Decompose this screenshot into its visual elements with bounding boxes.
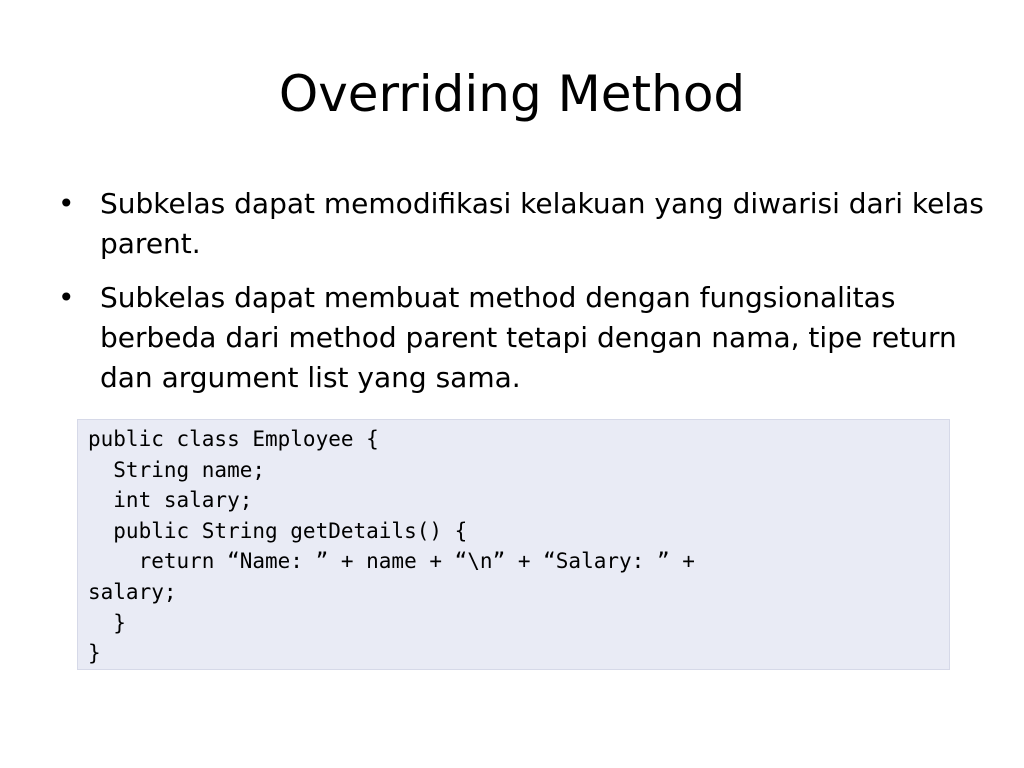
bullet-text: Subkelas dapat memodifikasi kelakuan yang diwarisi dari kelas parent. (100, 187, 984, 260)
bullet-text: Subkelas dapat membuat method dengan fungsionalitas berbeda dari method parent tetapi dengan nama, tipe return dan argument list yang sama. (100, 281, 957, 394)
bullet-item (56, 278, 986, 398)
code-block (77, 419, 950, 670)
code-line: } (88, 641, 101, 666)
code-line: int salary; (88, 488, 253, 513)
bullet-list (56, 184, 986, 412)
code-line: } (88, 610, 126, 635)
code-line: public class Employee { (88, 427, 379, 451)
code-line: public String getDetails() { (88, 518, 468, 543)
slide-title: Overriding Method (278, 65, 746, 123)
bullet-dot-icon: • (58, 187, 75, 220)
code-line: String name; (88, 457, 266, 482)
bullet-dot-icon: • (58, 281, 75, 314)
code-line: return “Name: ” + name + “\n” + “Salary: ” + (88, 549, 695, 574)
code-line: salary; (88, 579, 177, 604)
bullet-item (56, 184, 986, 264)
